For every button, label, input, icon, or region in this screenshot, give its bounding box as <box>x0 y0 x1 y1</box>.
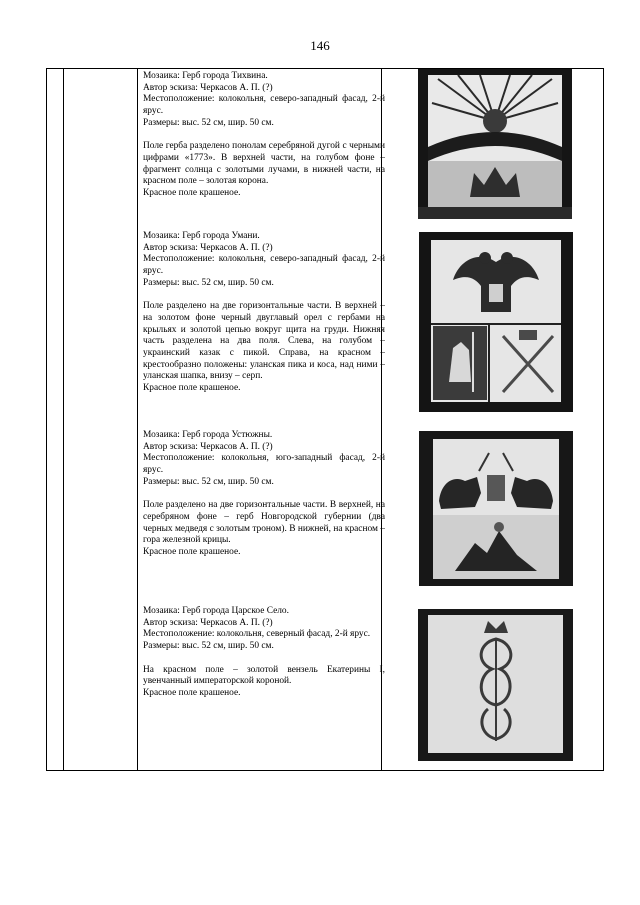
entry-note: Красное поле крашеное. <box>143 547 241 558</box>
entry-note: Красное поле крашеное. <box>143 687 241 698</box>
entry-size: Размеры: выс. 52 см, шир. 50 см. <box>143 277 274 288</box>
catalog-entry-tikhvin <box>143 71 385 200</box>
entry-description: Поле герба разделено понолам серебряной дугой с черными цифрами «1773». В верхней части, на голубом фоне – фрагмент солнца с золотыми лучами, в нижней части, на красном поле – золотая корона. <box>143 141 385 187</box>
entry-title: Мозаика: Герб города Устюжны. <box>143 430 273 440</box>
entry-location: Местоположение: колокольня, юго-западный фасад, 2-й ярус. <box>143 453 385 476</box>
entry-location: Местоположение: колокольня, северо-западный фасад, 2-й ярус. <box>143 94 385 117</box>
entry-description: Поле разделено на две горизонтальные части. В верхней, на серебряном фоне – герб Новгородской губернии (два черных медведя с золотым троном). В нижней, на красном – гора железной крицы. <box>143 500 385 546</box>
entry-size: Размеры: выс. 52 см, шир. 50 см. <box>143 641 274 652</box>
entry-title: Мозаика: Герб города Царское Село. <box>143 606 289 616</box>
page-number: 146 <box>310 38 330 53</box>
entry-title: Мозаика: Герб города Умани. <box>143 231 260 241</box>
monogram-mosaic-photo <box>418 609 573 761</box>
column-divider <box>63 69 64 770</box>
entry-size: Размеры: выс. 52 см, шир. 50 см. <box>143 117 274 128</box>
entry-author: Автор эскиза: Черкасов А. П. (?) <box>143 82 273 93</box>
entry-author: Автор эскиза: Черкасов А. П. (?) <box>143 242 273 253</box>
entry-location: Местоположение: колокольня, северный фасад, 2-й ярус. <box>143 629 371 640</box>
catalog-entry-tsarskoye-selo <box>143 606 385 700</box>
column-divider <box>137 69 138 770</box>
entry-author: Автор эскиза: Черкасов А. П. (?) <box>143 617 273 628</box>
entry-note: Красное поле крашеное. <box>143 383 241 394</box>
entry-location: Местоположение: колокольня, северо-западный фасад, 2-й ярус. <box>143 254 385 277</box>
catalog-table <box>46 68 604 771</box>
catalog-entry-ustyuzhna <box>143 430 385 559</box>
entry-description: На красном поле – золотой вензель Екатерины I, увенчанный императорской короной. <box>143 664 385 687</box>
bears-mountain-mosaic-photo <box>419 431 573 586</box>
sun-crown-mosaic-photo <box>418 69 572 219</box>
entry-author: Автор эскиза: Черкасов А. П. (?) <box>143 441 273 452</box>
eagle-cossack-mosaic-photo <box>419 232 573 412</box>
catalog-entry-uman <box>143 231 385 395</box>
entry-title: Мозаика: Герб города Тихвина. <box>143 71 268 81</box>
entry-description: Поле разделено на две горизонтальные части. В верхней – на золотом фоне черный двуглавый орел с гербами на крыльях и золотой цепью вокруг щита на груди. Нижняя часть разделена на два поля. Слева, на голубом – украинский казак с пикой. Справа, на красном – крестообразно положены: уланская пика и коса, над ними – уланская шапка, внизу – серп. <box>143 301 385 382</box>
entry-size: Размеры: выс. 52 см, шир. 50 см. <box>143 476 274 487</box>
entry-note: Красное поле крашеное. <box>143 188 241 199</box>
